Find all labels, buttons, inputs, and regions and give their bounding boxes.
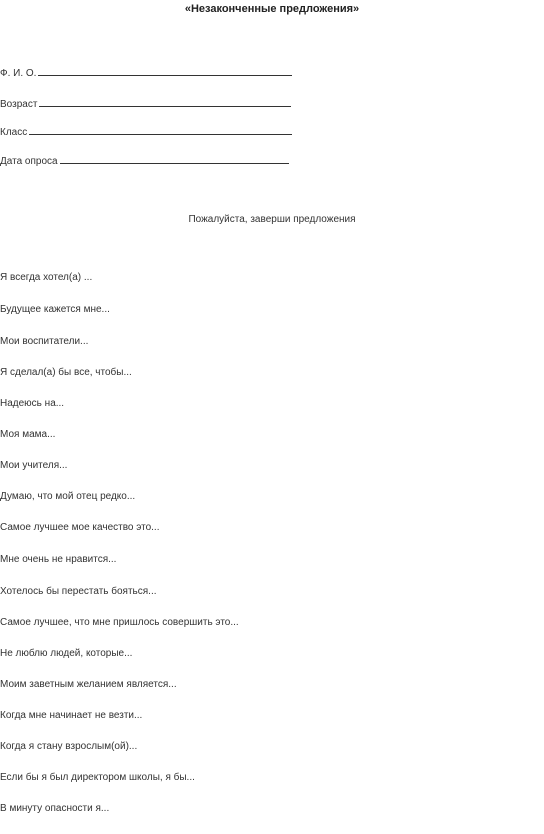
field-label: Класс bbox=[0, 127, 28, 138]
sentence-item: Моим заветным желанием является... bbox=[0, 679, 177, 690]
sentence-item: Моя мама... bbox=[0, 429, 56, 440]
sentence-item: Если бы я был директором школы, я бы... bbox=[0, 772, 195, 783]
sentence-item: Хотелось бы перестать бояться... bbox=[0, 586, 157, 597]
field-age bbox=[0, 97, 291, 110]
sentence-item: Я сделал(а) бы все, чтобы... bbox=[0, 367, 132, 378]
field-date bbox=[0, 154, 289, 167]
sentence-item: Надеюсь на... bbox=[0, 398, 65, 409]
sentence-item: Будущее кажется мне... bbox=[0, 304, 110, 315]
sentence-item: Я всегда хотел(а) ... bbox=[0, 272, 93, 283]
sentence-item: Мои воспитатели... bbox=[0, 336, 89, 347]
document-title: «Незаконченные предложения» bbox=[184, 3, 360, 15]
sentence-item: Думаю, что мой отец редко... bbox=[0, 491, 136, 502]
field-label: Ф. И. О. bbox=[0, 68, 37, 79]
sentence-item: Когда я стану взрослым(ой)... bbox=[0, 741, 138, 752]
field-fio bbox=[0, 66, 292, 79]
field-blank-line[interactable] bbox=[38, 66, 292, 76]
field-blank-line[interactable] bbox=[29, 125, 292, 135]
field-label: Возраст bbox=[0, 99, 38, 110]
sentence-item: Самое лучшее, что мне пришлось совершить это... bbox=[0, 617, 239, 628]
sentence-item: Мне очень не нравится... bbox=[0, 554, 117, 565]
sentence-item: В минуту опасности я... bbox=[0, 803, 110, 814]
field-blank-line[interactable] bbox=[60, 154, 289, 164]
sentence-item: Самое лучшее мое качество это... bbox=[0, 522, 160, 533]
instruction-text: Пожалуйста, заверши предложения bbox=[188, 214, 356, 225]
sentence-item: Мои учителя... bbox=[0, 460, 68, 471]
sentence-item: Когда мне начинает не везти... bbox=[0, 710, 143, 721]
field-blank-line[interactable] bbox=[39, 97, 291, 107]
field-class bbox=[0, 125, 292, 138]
field-label: Дата опроса bbox=[0, 156, 58, 167]
sentence-item: Не люблю людей, которые... bbox=[0, 648, 133, 659]
